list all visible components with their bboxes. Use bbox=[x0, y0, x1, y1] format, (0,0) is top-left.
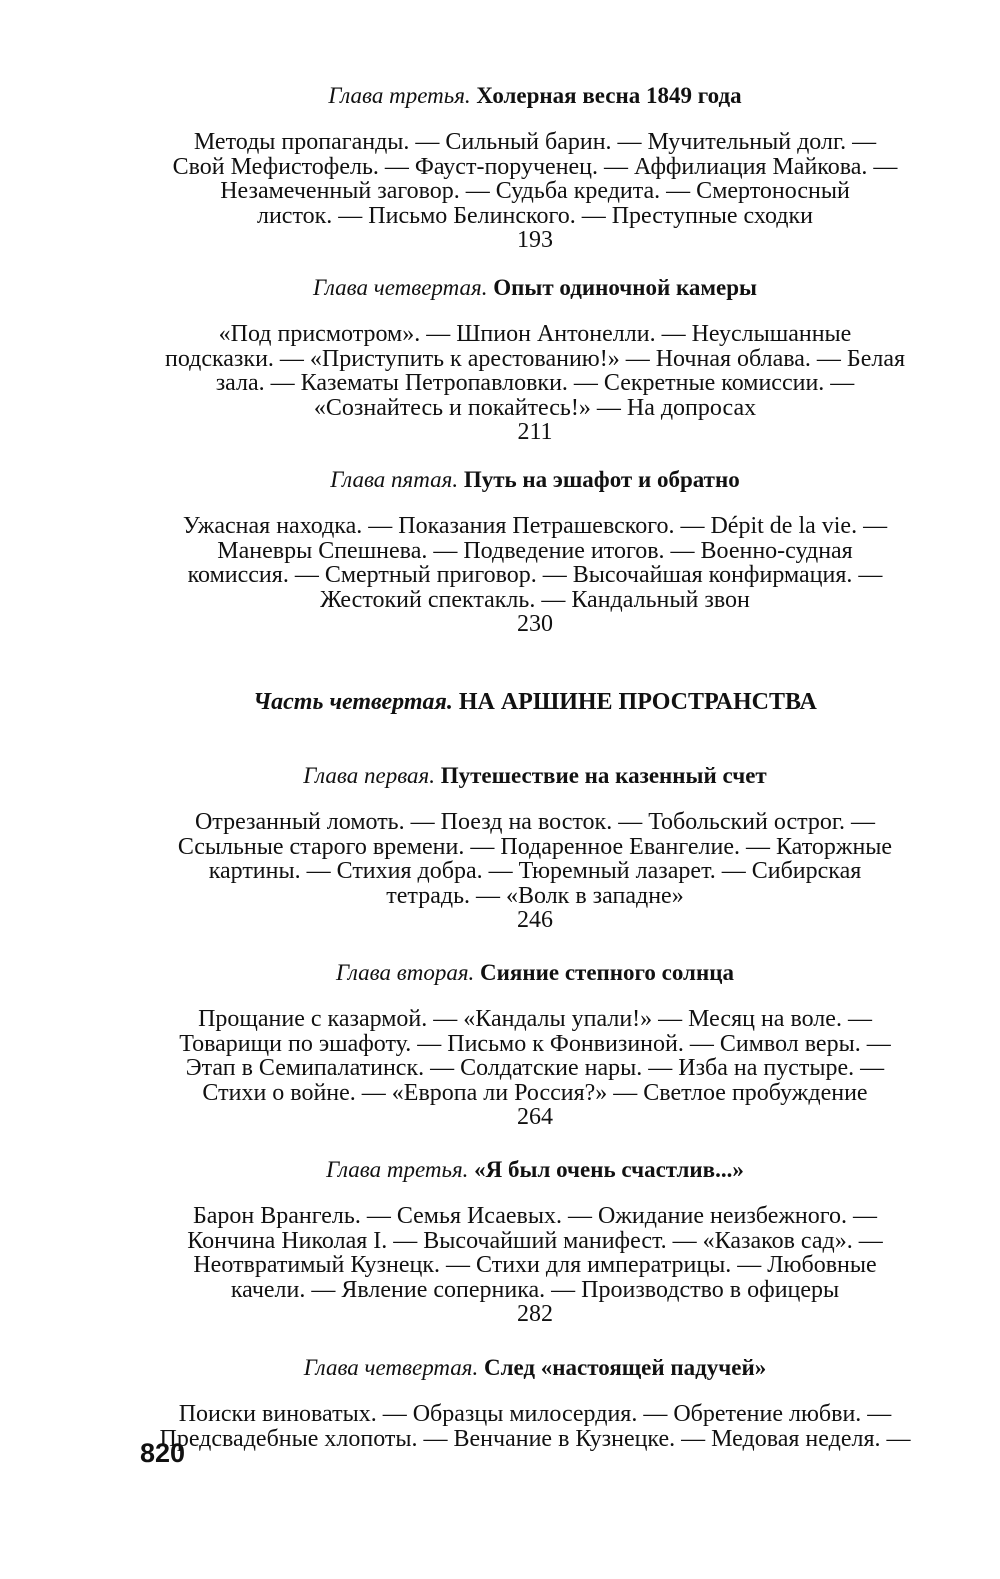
summary-line: Ссыльные старого времени. — Подаренное Евангелие. — Каторжные bbox=[177, 833, 893, 860]
chapter-summary bbox=[140, 1402, 930, 1451]
page-number: 211 bbox=[517, 419, 553, 445]
summary-line: качели. — Явление соперника. — Производство в офицеры bbox=[230, 1276, 840, 1303]
toc-entry-cholera-spring bbox=[140, 82, 930, 252]
toc-entry-true-epilepsy bbox=[140, 1354, 930, 1451]
chapter-lead: Глава первая. bbox=[303, 763, 435, 788]
chapter-title: Холерная весна 1849 года bbox=[476, 83, 742, 108]
chapter-title: «Я был очень счастлив...» bbox=[474, 1157, 744, 1182]
chapter-heading bbox=[140, 466, 930, 494]
toc-entry-very-happy bbox=[140, 1156, 930, 1326]
summary-line: Жестокий спектакль. — Кандальный звон bbox=[320, 586, 750, 613]
chapter-title: След «настоящей падучей» bbox=[484, 1355, 767, 1380]
chapter-heading bbox=[140, 959, 930, 987]
chapter-title: Путь на эшафот и обратно bbox=[463, 467, 740, 492]
chapter-summary bbox=[140, 1007, 930, 1105]
summary-line: Этап в Семипалатинск. — Солдатские нары. — Изба на пустыре. — bbox=[185, 1055, 885, 1081]
chapter-summary bbox=[140, 810, 930, 908]
summary-line: Методы пропаганды. — Сильный барин. — Мучительный долг. — bbox=[193, 129, 877, 155]
summary-line: «Под присмотром». — Шпион Антонелли. — Неуслышанные bbox=[218, 321, 852, 347]
summary-line: тетрадь. — «Волк в западне» bbox=[386, 882, 684, 909]
part-lead: Часть четвертая. bbox=[253, 689, 453, 715]
chapter-lead: Глава третья. bbox=[328, 83, 471, 108]
summary-line: Кончина Николая I. — Высочайший манифест. — «Казаков сад». — bbox=[187, 1227, 883, 1254]
page-number: 193 bbox=[517, 227, 553, 253]
chapter-lead: Глава третья. bbox=[326, 1157, 469, 1182]
summary-line: комиссия. — Смертный приговор. — Высочайшая конфирмация. — bbox=[187, 562, 883, 588]
summary-line: картины. — Стихия добра. — Тюремный лазарет. — Сибирская bbox=[208, 858, 862, 884]
chapter-heading bbox=[140, 762, 930, 790]
chapter-summary bbox=[140, 514, 930, 612]
chapter-lead: Глава четвертая. bbox=[313, 275, 488, 300]
chapter-heading bbox=[140, 1156, 930, 1184]
toc-entry-state-journey bbox=[140, 762, 930, 932]
summary-line: Барон Врангель. — Семья Исаевых. — Ожидание неизбежного. — bbox=[192, 1203, 878, 1229]
summary-line: Прощание с казармой. — «Кандалы упали!» — Месяц на воле. — bbox=[198, 1006, 872, 1032]
chapter-heading bbox=[140, 1354, 930, 1382]
toc-entry-scaffold bbox=[140, 466, 930, 636]
page-number: 282 bbox=[517, 1301, 553, 1327]
chapter-lead: Глава вторая. bbox=[336, 960, 475, 985]
summary-line: Незамеченный заговор. — Судьба кредита. — Смертоносный bbox=[220, 178, 850, 204]
toc-entry-steppe-sun bbox=[140, 959, 930, 1129]
chapter-lead: Глава четвертая. bbox=[303, 1355, 479, 1380]
part-title: НА АРШИНЕ ПРОСТРАНСТВА bbox=[458, 689, 817, 715]
page-number: 246 bbox=[517, 907, 553, 933]
summary-line: Неотвратимый Кузнецк. — Стихи для императрицы. — Любовные bbox=[193, 1252, 877, 1278]
chapter-heading bbox=[140, 82, 930, 110]
chapter-summary bbox=[140, 322, 930, 420]
page-number: 264 bbox=[517, 1104, 553, 1130]
summary-line: Поиски виноватых. — Образцы милосердия. — Обретение любви. — bbox=[178, 1401, 892, 1427]
chapter-summary bbox=[140, 1204, 930, 1302]
summary-line: листок. — Письмо Белинского. — Преступные сходки bbox=[256, 202, 814, 229]
part-heading bbox=[140, 688, 930, 716]
summary-line: «Сознайтесь и покайтесь!» — На допросах bbox=[313, 394, 757, 421]
summary-line: Предсвадебные хлопоты. — Венчание в Кузнецке. — Медовая неделя. — bbox=[159, 1425, 911, 1452]
toc-page bbox=[140, 0, 930, 1579]
chapter-summary bbox=[140, 130, 930, 228]
summary-line: Товарищи по эшафоту. — Письмо к Фонвизиной. — Символ веры. — bbox=[179, 1030, 891, 1057]
folio-page-number: 820 bbox=[140, 1438, 186, 1468]
chapter-title: Путешествие на казенный счет bbox=[440, 763, 767, 788]
summary-line: Стихи о войне. — «Европа ли Россия?» — Светлое пробуждение bbox=[202, 1079, 868, 1106]
chapter-title: Сияние степного солнца bbox=[480, 960, 734, 985]
summary-line: Ужасная находка. — Показания Петрашевского. — Dépit de la vie. — bbox=[182, 513, 888, 539]
summary-line: Маневры Спешнева. — Подведение итогов. — Военно-судная bbox=[217, 537, 853, 564]
chapter-title: Опыт одиночной камеры bbox=[493, 275, 757, 300]
summary-line: Отрезанный ломоть. — Поезд на восток. — Тобольский острог. — bbox=[194, 809, 876, 835]
summary-line: подсказки. — «Приступить к арестованию!» — Ночная облава. — Белая bbox=[164, 345, 906, 372]
chapter-heading bbox=[140, 274, 930, 302]
toc-entry-solitary-cell bbox=[140, 274, 930, 444]
page-number: 230 bbox=[517, 611, 553, 637]
chapter-lead: Глава пятая. bbox=[330, 467, 459, 492]
summary-line: Свой Мефистофель. — Фауст-порученец. — Аффилиация Майкова. — bbox=[172, 153, 898, 180]
summary-line: зала. — Казематы Петропавловки. — Секретные комиссии. — bbox=[215, 370, 855, 396]
